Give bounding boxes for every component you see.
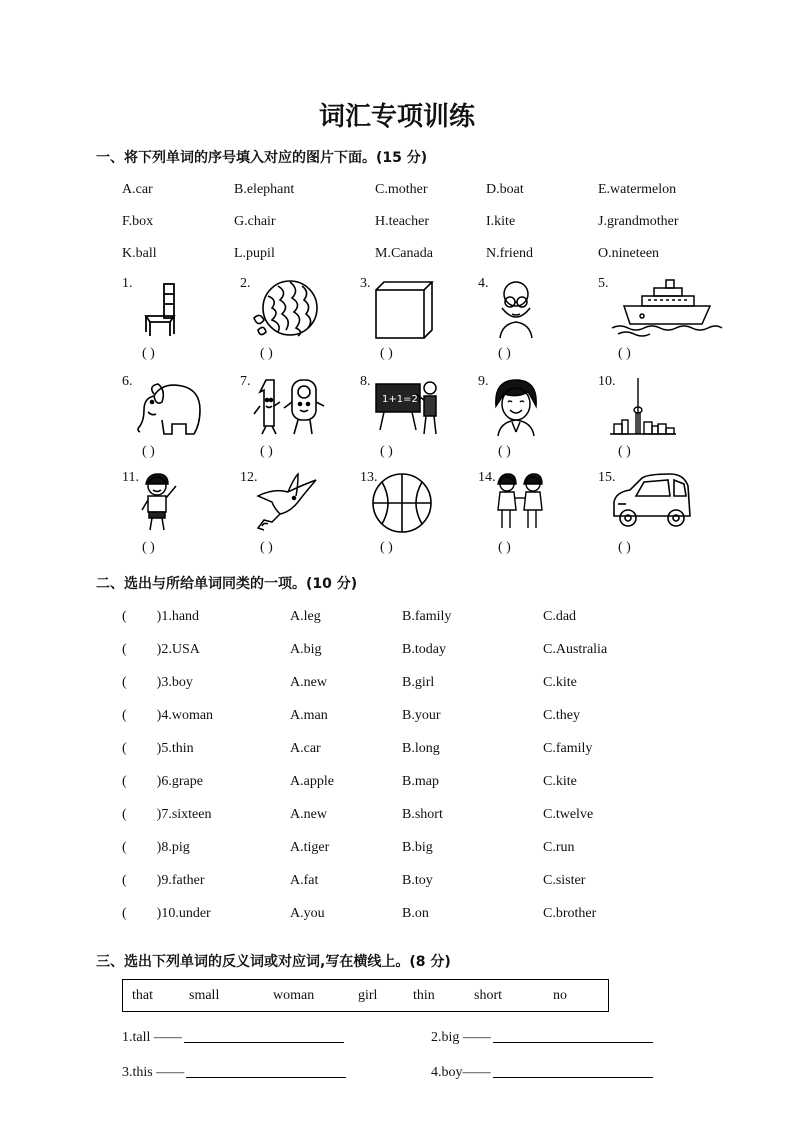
section-3-heading: 三、选出下列单词的反义词或对应词,写在横线上。(8 分): [96, 954, 451, 970]
picture-number: 12.: [240, 470, 258, 485]
question-stem: ( )2.USA: [122, 642, 200, 657]
answer-blank[interactable]: ( ): [618, 540, 631, 555]
picture-number: 4.: [478, 276, 489, 291]
question-stem: ( )10.under: [122, 906, 211, 921]
picture-number: 9.: [478, 374, 489, 389]
answer-paren[interactable]: (: [122, 609, 127, 624]
box-word: that: [132, 988, 153, 1003]
box-icon: [370, 278, 436, 340]
option-b: B.on: [402, 906, 429, 921]
question-stem: ( )3.boy: [122, 675, 193, 690]
elephant-icon: [132, 376, 206, 438]
picture-number: 5.: [598, 276, 609, 291]
multiple-choice-list: [122, 609, 722, 922]
picture-grid: [122, 274, 722, 564]
canada-skyline-icon: [608, 376, 678, 438]
fill-item: 1.tall ——: [122, 1028, 344, 1046]
option-a: A.leg: [290, 609, 321, 624]
word-option: O.nineteen: [598, 246, 660, 261]
option-c: C.sister: [543, 873, 586, 888]
box-word: small: [189, 988, 220, 1003]
picture-number: 2.: [240, 276, 251, 291]
picture-number: 1.: [122, 276, 133, 291]
option-a: A.fat: [290, 873, 319, 888]
mother-icon: [488, 376, 544, 438]
answer-paren[interactable]: (: [122, 840, 127, 855]
answer-blank[interactable]: ( ): [260, 540, 273, 555]
answer-blank[interactable]: ( ): [142, 444, 155, 459]
answer-blank[interactable]: ( ): [260, 346, 273, 361]
box-word: thin: [413, 988, 435, 1003]
answer-paren[interactable]: (: [122, 873, 127, 888]
option-c: C.dad: [543, 609, 577, 624]
picture-cell: [360, 468, 482, 564]
option-c: C.kite: [543, 774, 577, 789]
word-option: N.friend: [486, 246, 534, 261]
answer-paren[interactable]: (: [122, 675, 127, 690]
option-c: C.brother: [543, 906, 597, 921]
fill-item: 2.big ——: [431, 1028, 653, 1046]
option-c: C.they: [543, 708, 580, 723]
box-word: no: [553, 988, 567, 1003]
option-c: C.family: [543, 741, 593, 756]
option-a: A.car: [290, 741, 321, 756]
option-a: A.tiger: [290, 840, 330, 855]
answer-blank[interactable]: ( ): [618, 444, 631, 459]
word-option: G.chair: [234, 214, 276, 229]
answer-blank[interactable]: ( ): [498, 444, 511, 459]
word-bank: [122, 182, 722, 262]
chair-icon: [132, 278, 192, 338]
option-a: A.man: [290, 708, 328, 723]
option-a: A.apple: [290, 774, 334, 789]
word-option: B.elephant: [234, 182, 295, 197]
picture-number: 11.: [122, 470, 139, 485]
picture-cell: [360, 274, 482, 370]
picture-number: 15.: [598, 470, 616, 485]
word-option: J.grandmother: [598, 214, 679, 229]
option-a: A.you: [290, 906, 325, 921]
answer-blank[interactable]: ( ): [142, 540, 155, 555]
option-b: B.family: [402, 609, 452, 624]
answer-paren[interactable]: (: [122, 906, 127, 921]
section-1-heading: 一、将下列单词的序号填入对应的图片下面。(15 分): [96, 150, 428, 166]
picture-number: 13.: [360, 470, 378, 485]
word-box: [122, 979, 609, 1012]
boat-icon: [608, 278, 724, 338]
answer-blank[interactable]: ( ): [618, 346, 631, 361]
answer-blank[interactable]: ( ): [380, 346, 393, 361]
word-option: A.car: [122, 182, 153, 197]
question-stem: ( )1.hand: [122, 609, 200, 624]
question-stem: ( )6.grape: [122, 774, 203, 789]
word-option: I.kite: [486, 214, 516, 229]
option-b: B.today: [402, 642, 446, 657]
option-b: B.map: [402, 774, 439, 789]
picture-number: 14.: [478, 470, 496, 485]
picture-cell: [478, 372, 600, 468]
answer-line[interactable]: [493, 1063, 653, 1078]
option-a: A.new: [290, 807, 327, 822]
fill-item: 3.this ——: [122, 1063, 346, 1081]
answer-blank[interactable]: ( ): [260, 444, 273, 459]
ball-icon: [370, 472, 434, 534]
question-stem: ( )4.woman: [122, 708, 214, 723]
picture-number: 8.: [360, 374, 371, 389]
kite-icon: [250, 472, 320, 534]
option-a: A.big: [290, 642, 322, 657]
option-b: B.long: [402, 741, 440, 756]
word-option: F.box: [122, 214, 154, 229]
word-option: L.pupil: [234, 246, 275, 261]
word-option: H.teacher: [375, 214, 430, 229]
answer-blank[interactable]: ( ): [498, 540, 511, 555]
picture-cell: [478, 274, 600, 370]
picture-cell: [598, 468, 720, 564]
picture-cell: [122, 274, 244, 370]
box-word: short: [474, 988, 502, 1003]
picture-cell: [122, 372, 244, 468]
nineteen-icon: [250, 376, 326, 438]
word-option: M.Canada: [375, 246, 433, 261]
box-word: woman: [273, 988, 315, 1003]
picture-cell: [598, 372, 720, 468]
option-c: C.Australia: [543, 642, 608, 657]
answer-paren[interactable]: (: [122, 774, 127, 789]
answer-blank[interactable]: ( ): [380, 444, 393, 459]
word-option: K.ball: [122, 246, 157, 261]
question-stem: ( )7.sixteen: [122, 807, 212, 822]
picture-cell: [360, 372, 482, 468]
watermelon-icon: [250, 278, 320, 340]
question-stem: ( )8.pig: [122, 840, 190, 855]
answer-line[interactable]: [493, 1028, 653, 1043]
answer-paren[interactable]: (: [122, 642, 127, 657]
question-stem: ( )9.father: [122, 873, 205, 888]
box-word: girl: [358, 988, 378, 1003]
picture-cell: [240, 274, 362, 370]
picture-cell: [598, 274, 720, 370]
page-title: 词汇专项训练: [318, 102, 475, 132]
question-stem: ( )5.thin: [122, 741, 194, 756]
picture-cell: [478, 468, 600, 564]
pupil-icon: [132, 472, 188, 534]
picture-number: 6.: [122, 374, 133, 389]
fill-item: 4.boy——: [431, 1063, 653, 1081]
grandmother-icon: [488, 278, 544, 340]
picture-cell: [122, 468, 244, 564]
picture-number: 3.: [360, 276, 371, 291]
answer-paren[interactable]: (: [122, 807, 127, 822]
svg-text:1+1=2: 1+1=2: [382, 394, 418, 405]
picture-number: 10.: [598, 374, 616, 389]
answer-paren[interactable]: (: [122, 708, 127, 723]
option-b: B.toy: [402, 873, 433, 888]
car-icon: [608, 472, 694, 534]
option-a: A.new: [290, 675, 327, 690]
option-c: C.kite: [543, 675, 577, 690]
teacher-icon: [370, 376, 444, 438]
word-option: E.watermelon: [598, 182, 677, 197]
answer-paren[interactable]: (: [122, 741, 127, 756]
answer-blank[interactable]: ( ): [380, 540, 393, 555]
picture-number: 7.: [240, 374, 251, 389]
answer-line[interactable]: [184, 1028, 344, 1043]
option-b: B.girl: [402, 675, 435, 690]
picture-cell: [240, 468, 362, 564]
word-option: D.boat: [486, 182, 524, 197]
option-b: B.your: [402, 708, 441, 723]
picture-cell: [240, 372, 362, 468]
answer-line[interactable]: [186, 1063, 346, 1078]
answer-blank[interactable]: ( ): [498, 346, 511, 361]
friends-icon: [488, 472, 552, 534]
option-c: C.run: [543, 840, 575, 855]
section-2-heading: 二、选出与所给单词同类的一项。(10 分): [96, 576, 358, 592]
word-option: C.mother: [375, 182, 428, 197]
option-b: B.short: [402, 807, 443, 822]
option-c: C.twelve: [543, 807, 594, 822]
option-b: B.big: [402, 840, 433, 855]
answer-blank[interactable]: ( ): [142, 346, 155, 361]
